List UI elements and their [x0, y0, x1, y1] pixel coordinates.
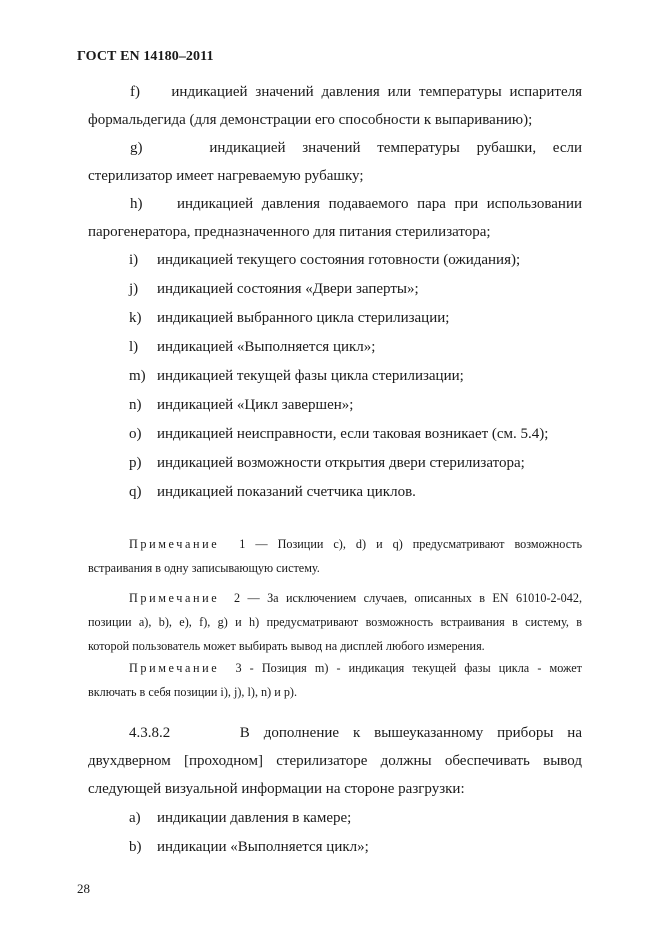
clause-line: двухдверном [проходном] стерилизаторе должны обеспечивать вывод: [88, 753, 582, 769]
list-item-k: k) индикацией выбранного цикла стерилизации;: [129, 310, 450, 326]
document-header: ГОСТ EN 14180–2011: [77, 49, 214, 64]
list-item-f: [88, 78, 582, 134]
sub-item-a: а) индикации давления в камере;: [129, 810, 352, 826]
note-line: Примечание 1 — Позиции с), d) и q) предусматривают возможность: [129, 537, 582, 551]
note-line: которой пользователь может выбирать вывод на дисплей любого измерения.: [88, 639, 485, 653]
list-item-h: [88, 190, 582, 246]
list-item-line: h) индикацией давления подаваемого пара при использовании: [130, 196, 583, 212]
note-1: [88, 532, 582, 580]
note-line: Примечание 3 - Позиция m) - индикация текущей фазы цикла - может: [129, 661, 582, 675]
list-item-line: f) индикацией значений давления или температуры испарителя: [130, 84, 582, 100]
note-line: встраивания в одну записывающую систему.: [88, 561, 320, 575]
note-line: позиции а), b), e), f), g) и h) предусматривают возможность встраивания в систему, в: [88, 615, 582, 629]
list-item-l: l) индикацией «Выполняется цикл»;: [129, 339, 376, 355]
note-label: Примечание: [129, 537, 220, 551]
clause-number: 4.3.8.2: [129, 725, 171, 741]
note-label: Примечание: [129, 591, 220, 605]
list-item-i: i) индикацией текущего состояния готовности (ожидания);: [129, 252, 521, 268]
list-item-line: формальдегида (для демонстрации его способности к выпариванию);: [88, 112, 533, 128]
clause-4-3-8-2: [88, 719, 582, 803]
list-item-m: m) индикацией текущей фазы цикла стерилизации;: [129, 368, 464, 384]
list-item-q: q) индикацией показаний счетчика циклов.: [129, 484, 416, 500]
list-item-n: n) индикацией «Цикл завершен»;: [129, 397, 354, 413]
list-item-line: парогенератора, предназначенного для питания стерилизатора;: [88, 224, 491, 240]
note-2: [88, 586, 582, 658]
page-number: 28: [77, 881, 90, 896]
list-item-g: [88, 134, 582, 190]
note-line: включать в себя позиции i), j), l), n) и p).: [88, 685, 298, 699]
clause-line: 4.3.8.2 В дополнение к вышеуказанному приборы на: [129, 725, 582, 741]
list-item-o: o) индикацией неисправности, если таковая возникает (см. 5.4);: [129, 426, 549, 442]
list-item-p: p) индикацией возможности открытия двери стерилизатора;: [129, 455, 525, 471]
note-line: Примечание 2 — За исключением случаев, описанных в EN 61010-2-042,: [129, 591, 582, 605]
clause-line: следующей визуальной информации на стороне разгрузки:: [88, 781, 465, 797]
sub-item-b: b) индикации «Выполняется цикл»;: [129, 839, 369, 855]
list-item-j: j) индикацией состояния «Двери заперты»;: [129, 281, 419, 297]
list-item-line: g) индикацией значений температуры рубашки, если: [130, 140, 582, 156]
list-item-line: стерилизатор имеет нагреваемую рубашку;: [88, 168, 364, 184]
note-label: Примечание: [129, 661, 220, 675]
note-3: [88, 656, 582, 704]
